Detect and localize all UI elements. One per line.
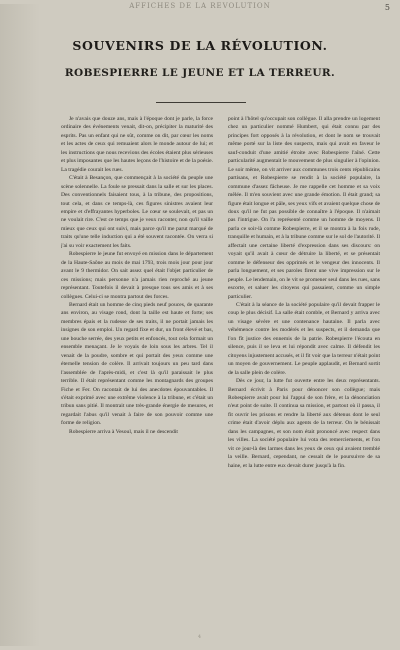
paragraph: Robespierre arriva à Vesoul, mais il ne descendit [69, 428, 178, 435]
paragraph: point à l'hôtel qu'occupait son collègue. Il alla prendre un logement chez un particulier nommé Humbert, qui était connu par des principes fort opposés à la révolution, et dont le nom se trouvait même porté sur la liste des suspects, mais qui avait en faveur le sauf-conduit d'une amitié étroite avec Robespierre l'aîné. Cette particularité augmentait le mouvement de plus singulier à l'opinion. Le soir même, on vit arriver aux communes trois cents républicains partisans, et Robespierre se rendit à la société populaire, la commune d'assez fâcheuse. Je me rappelle cet homme et sa voix mêlée. Il m'en souvient avec une grande émotion. Il était grand; sa figure était longue et pâle, ses yeux vifs et avaient quelque chose de doux qu'il ne fut pas possible de connaître à l'époque. Il n'aimait pas l'intrigue. On l'a représenté comme un homme de moyens. Il parla ce soir-là comme Robespierre, et il se montra à la fois rude, tranquille et humain, et à la tribune comme sur le sol de l'autorité. Il affectait une certaine liberté d'expression dans ses discours: on voyait qu'il avait à cœur de détruire la liberté, et se présentait comme le défenseur des opprimés et le vengeur des innocents. Il parla longuement, et ses paroles firent une vive impression sur le peuple. Le lendemain, on le vit se promener seul dans les rues, sans escorte, et saluer les citoyens qui passaient, comme un simple particulier. [228, 116, 380, 300]
page-number: 5 [384, 3, 390, 12]
paragraph: Robespierre le jeune fut envoyé en mission dans le département de la Haute-Saône au mois de mai 1793, trois mois jour pour jour avant le 9 thermidor. On sait assez quel était l'objet particulier de ces missions; mais personne n'a jamais rien reproché au jeune représentant. Toutefois il devait à presque tous ses amis et à ses collègues. Celui-ci se montra partout des forces. [61, 251, 213, 300]
article-title: SOUVENIRS DE LA RÉVOLUTION. [72, 38, 328, 53]
paragraph: Je n'avais que douze ans, mais à l'époque dont je parle, la force ordinaire des événements venait, dit-on, précipiter la maturité des esprits. Pas un enfant qui ne sût, comme on dit, par cœur les noms et les actes de ceux qui remuaient alors le monde autour de lui; et les instructions que nous recevions des écoles étaient plus sérieuses et plus imposantes que les hautes leçons de l'histoire et de la poésie. La tragédie courait les rues. [61, 116, 213, 173]
paragraph: Dès ce jour, la lutte fut ouverte entre les deux représentants. Bernard écrivit à Paris pour dénoncer son collègue; mais Robespierre avait pour lui l'appui de son frère, et la dénonciation n'eut point de suite. Il continua sa mission, et partout où il passa, il fit ouvrir les prisons et rendre la liberté aux détenus dont le seul crime était d'avoir déplu aux agents de la terreur. On le bénissait dans les campagnes, et son nom était prononcé avec respect dans les villes. La société populaire lui vota des remerciements, et l'on vit ce jour-là des larmes dans les yeux de ceux qui avaient tremblé la veille. Bernard, cependant, ne cessait de le poursuivre de sa haine, et la lutte entre eux devait durer jusqu'à la fin. [228, 378, 380, 469]
signature-mark: 4 [197, 634, 203, 640]
running-head: AFFICHES DE LA REVOLUTION [129, 2, 271, 10]
paragraph: C'était à Besançon, que commençait à la société du peuple une scène solennelle. La foule se pressait dans la salle et sur les places. Des conventionnels faisaient tous, à la tribune, des propositions, tout cela, et dans ce temps-là, ces figures sinistres avaient leur empire et d'effrayantes hyperboles. Le cœur se soulevait, et pas un ne voulait rire. C'est ce temps que je veux raconter, non qu'il vaille mieux que ceux qui ont suivi, mais parce qu'il me parut marqué de traits qu'une telle induction qui a été souvent racontée. On verra si j'ai su voir exactement les faits. [61, 175, 213, 249]
text-column-right [228, 115, 380, 470]
title-rule [156, 102, 246, 103]
text-column-left [61, 115, 213, 436]
paragraph: C'était à la séance de la société populaire qu'il devait frapper le coup le plus décisif. La salle était comble, et Bernard y arriva avec un visage sévère et une contenance hautaine. Il parla avec véhémence contre les modérés et les suspects, et il demanda que l'on fît justice des ennemis de la patrie. Robespierre l'écouta en silence, puis il se leva et lui répondit avec calme. Il défendit les citoyens injustement accusés, et il fit voir que la terreur n'était point un moyen de gouvernement. Le peuple applaudit, et Bernard sortit de la salle plein de colère. [228, 301, 380, 376]
page-gutter-shadow [0, 4, 40, 646]
article-subtitle: ROBESPIERRE LE JEUNE ET LA TERREUR. [64, 67, 336, 79]
paragraph: Bernard était un homme de cinq pieds neuf pouces, de quarante ans environ, au visage rond, dont la taille est haute et forte; ses membres épais et la rudesse de ses traits, il ne portait jamais les insignes de son emploi. Un regard fixe et dur, un front élevé et bas, une bouche serrée, des yeux petits et enfoncés, tout cela formait un ensemble menaçant. Je le voyais de loin sous les arbres. Tel il venait de la poudre, sombre et qui portait des yeux comme une éternelle tension de colère. Il arrivait toujours un peu tard dans l'assemblée de l'après-midi, et c'est là qu'il paraissait le plus terrible. Il était représentant comme les montagnards des groupes Fiche et Fer. On racontait de lui des anecdotes épouvantables. Il s'était exprimé avec une extrême violence à la tribune, et c'était un tribun sans pitié. Il montrait une très-grande énergie de mesures, et regardait l'abus qu'il venait à faire de son pouvoir comme une forme de religion. [61, 301, 213, 427]
